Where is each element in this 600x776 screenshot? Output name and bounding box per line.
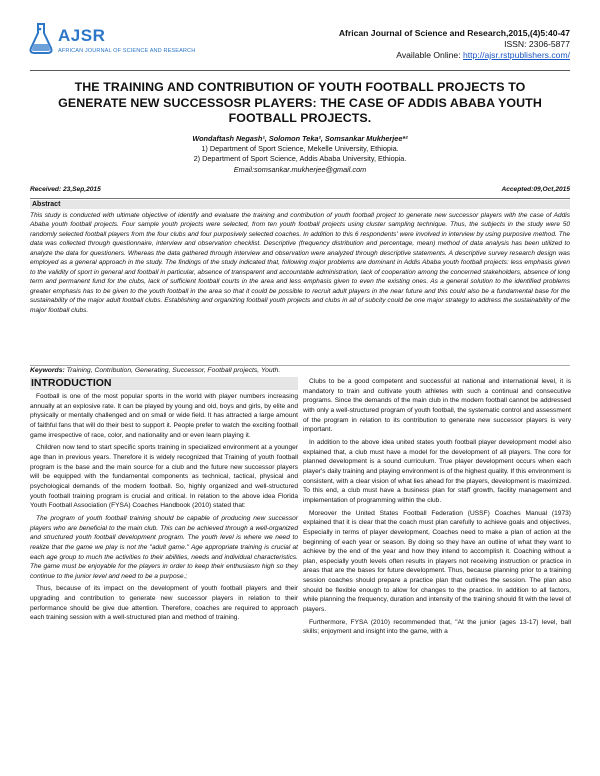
flask-icon bbox=[28, 22, 54, 56]
body-paragraph: Children now tend to start specific sports training in specialized environment at a younger age than in previous years. Therefore it is widely recognized that Training of youth football program is the base and the main source for a club and the future new successor players will be equipped with the fundamental components as technical, tactical, physical and psychological demands of the modern football. So, highly organized and well-structured youth football training program is crucial and critical. In relation to the above idea Florida Youth Football Association (FYSA) Coaches Handbook (2010) stated that: bbox=[30, 444, 298, 510]
author-names: Wondaftash Negash¹, Solomon Teka², Somsankar Mukherjee*² bbox=[192, 134, 408, 143]
available-online bbox=[339, 50, 570, 61]
affiliation-1: 1) Department of Sport Science, Mekelle University, Ethiopia. bbox=[201, 144, 399, 154]
author-email[interactable]: Email:somsankar.mukherjee@gmail.com bbox=[233, 164, 367, 174]
keywords-text: Training, Contribution, Generating, Successor, Football projects, Youth. bbox=[66, 367, 281, 374]
journal-info bbox=[339, 28, 570, 61]
body-paragraph: Football is one of the most popular sports in the world with player numbers increasing annually at an explosive rate. It can be played by young and old, boys and girls, by elite and physically or mentally challenged and on small or wide field. It has attracted a large amount of faithful fans that will do their best to support it. People prefer to watch the exciting football game irrespective of race, color, and nationality and or even learn playing it. bbox=[30, 393, 298, 439]
body-paragraph: Furthermore, FYSA (2010) recommended that, "At the junior (ages 13-17) level, ball skills; enjoyment and insight into the game, with a bbox=[303, 618, 571, 636]
abstract-text: This study is conducted with ultimate objective of identify and evaluate the training and contribution of youth football project to generate new successor players with the case of Addis Ababa youth football projects. Four sample youth projects were selected, from ten youth football projects using cluster sampling technique. Thus, the subjects in the study were 50 randomly selected football players from the four clubs and four purposively selected coaches. In addition to this 6 respondents' were involved in interview by using purposive method. The data was collected through questionnaire, interview and observation checklist. Descriptive (frequency distribution and percentage, mean) method of data analysis has been utilized to analyze the data for questioners. Whereas the data gathered through interview and observation were analyzed through descriptive statements. A descriptive survey research design was employed as a general approach in the study. The findings of the study indicated that, following major problems are dominant in Addis Ababa youth football projects: less emphasis given to the validity of sport in general and football in particular, absence of transparent and accountable administration, lack of cooperation among the concerned stakeholders, absence of long term and permanent fund for the clubs, lack of sufficient football courts in the area and less emphasis given to even the existing ones. As a general solution to the identified problems greater emphasis has to be given to the youth football in the area so that it could be possible to recruit adult players in the near future and this could also be a fundamental base for the sustainability of the major adult football clubs. Establishing and organizing football youth projects and clubs in all of subcity could be one major strategy to address the sustainability of the major football clubs. bbox=[30, 212, 570, 314]
logo-title: AJSR bbox=[58, 26, 106, 45]
left-column bbox=[30, 377, 298, 626]
journal-logo bbox=[28, 20, 196, 60]
abstract-divider bbox=[30, 198, 570, 199]
block-quote: The program of youth football training should be capable of producing new successor players who are beneficial to the main club. This can be achieved through a well-organized and structured youth football development program. The youth level is where we need to realize that the game we play is not the "adult game." Age appropriate training is crucial at each age group to much the activities to their abilities, needs and individual characteristics. The game must be enjoyable for the players in order to keep their enthusiasm high so they continue to the junior level and need to be a purpose.; bbox=[30, 514, 298, 580]
body-paragraph: Thus, because of its impact on the development of youth football players and their upgrading and contribution to generate new successor players in relation to their performance should be give due attention. Therefore, coaches are required to approach each training session with a well-structured plan and method of training. bbox=[30, 585, 298, 622]
accepted-date: Accepted:09,Oct,2015 bbox=[501, 186, 570, 193]
received-date: Received: 23,Sep,2015 bbox=[30, 186, 101, 193]
body-paragraph: Clubs to be a good competent and successful at national and international level, it is mandatory to train and cultivate youth athletes with such a continual and consecutive programs. Since the demands of the main club in the modern football cannot be addressed with only a well-structured program of youth football, the systematic control and assessment of the program in relation to its contribution to generate new successor players is very important. bbox=[303, 378, 571, 434]
section-heading-introduction: INTRODUCTION bbox=[30, 377, 298, 390]
affiliation-2: 2) Department of Sport Science, Addis Ababa University, Ethiopia. bbox=[193, 154, 407, 164]
header-divider bbox=[30, 70, 570, 71]
logo-subtitle: AFRICAN JOURNAL OF SCIENCE AND RESEARCH bbox=[58, 48, 196, 54]
right-column bbox=[303, 377, 571, 640]
available-label: Available Online: bbox=[396, 50, 463, 60]
body-paragraph: In addition to the above idea united states youth football player development model also explained that, a club must have a model for the development of all players. The core for planned development is a sound curriculum. True player development occurs when each player's daily training and playing environment is of the highest quality. If this environment is consistent, with a clear vision of what lies ahead for the players, development is maximized. To this end, a club must have a business plan for staff growth, facility management and implementation of programming within the club. bbox=[303, 438, 571, 504]
keywords bbox=[30, 365, 570, 374]
dates-row bbox=[30, 186, 570, 196]
journal-url-link[interactable]: http://ajsr.rstpublishers.com/ bbox=[463, 50, 570, 60]
journal-issn: ISSN: 2306-5877 bbox=[504, 39, 570, 49]
body-paragraph: Moreover the United States Football Federation (USSF) Coaches Manual (1973) explained that it is clear that the coach must plan carefully to achieve goals and objectives, Especially in terms of player development, Coaches need to make a plan of action at the beginning of each year or season. By doing so they have an outline of what they want to achieve by the end of the year and how they intend to accomplish it. Coaching without a plan, especially youth levels often results in players not receiving instruction or practice in areas that are the bases for future development. Thus, because planning prior to a training session coaches should prepare a practice plan that outlines the session. The plan also should be flexible enough to allow for changes to the practice. In addition to all factors, while planning the frequency, duration and intensity of the training should fit with the level of players. bbox=[303, 509, 571, 614]
author-block bbox=[40, 134, 560, 175]
paper-title: THE TRAINING AND CONTRIBUTION OF YOUTH FOOTBALL PROJECTS TO GENERATE NEW SUCCESSOSR PLAYERS: THE CASE OF ADDIS ABABA YOUTH FOOTBALL PROJECTS. bbox=[58, 80, 542, 125]
abstract-heading: Abstract bbox=[30, 200, 570, 209]
keywords-label: Keywords: bbox=[30, 367, 67, 374]
journal-citation: African Journal of Science and Research,2015,(4)5:40-47 bbox=[338, 28, 570, 38]
